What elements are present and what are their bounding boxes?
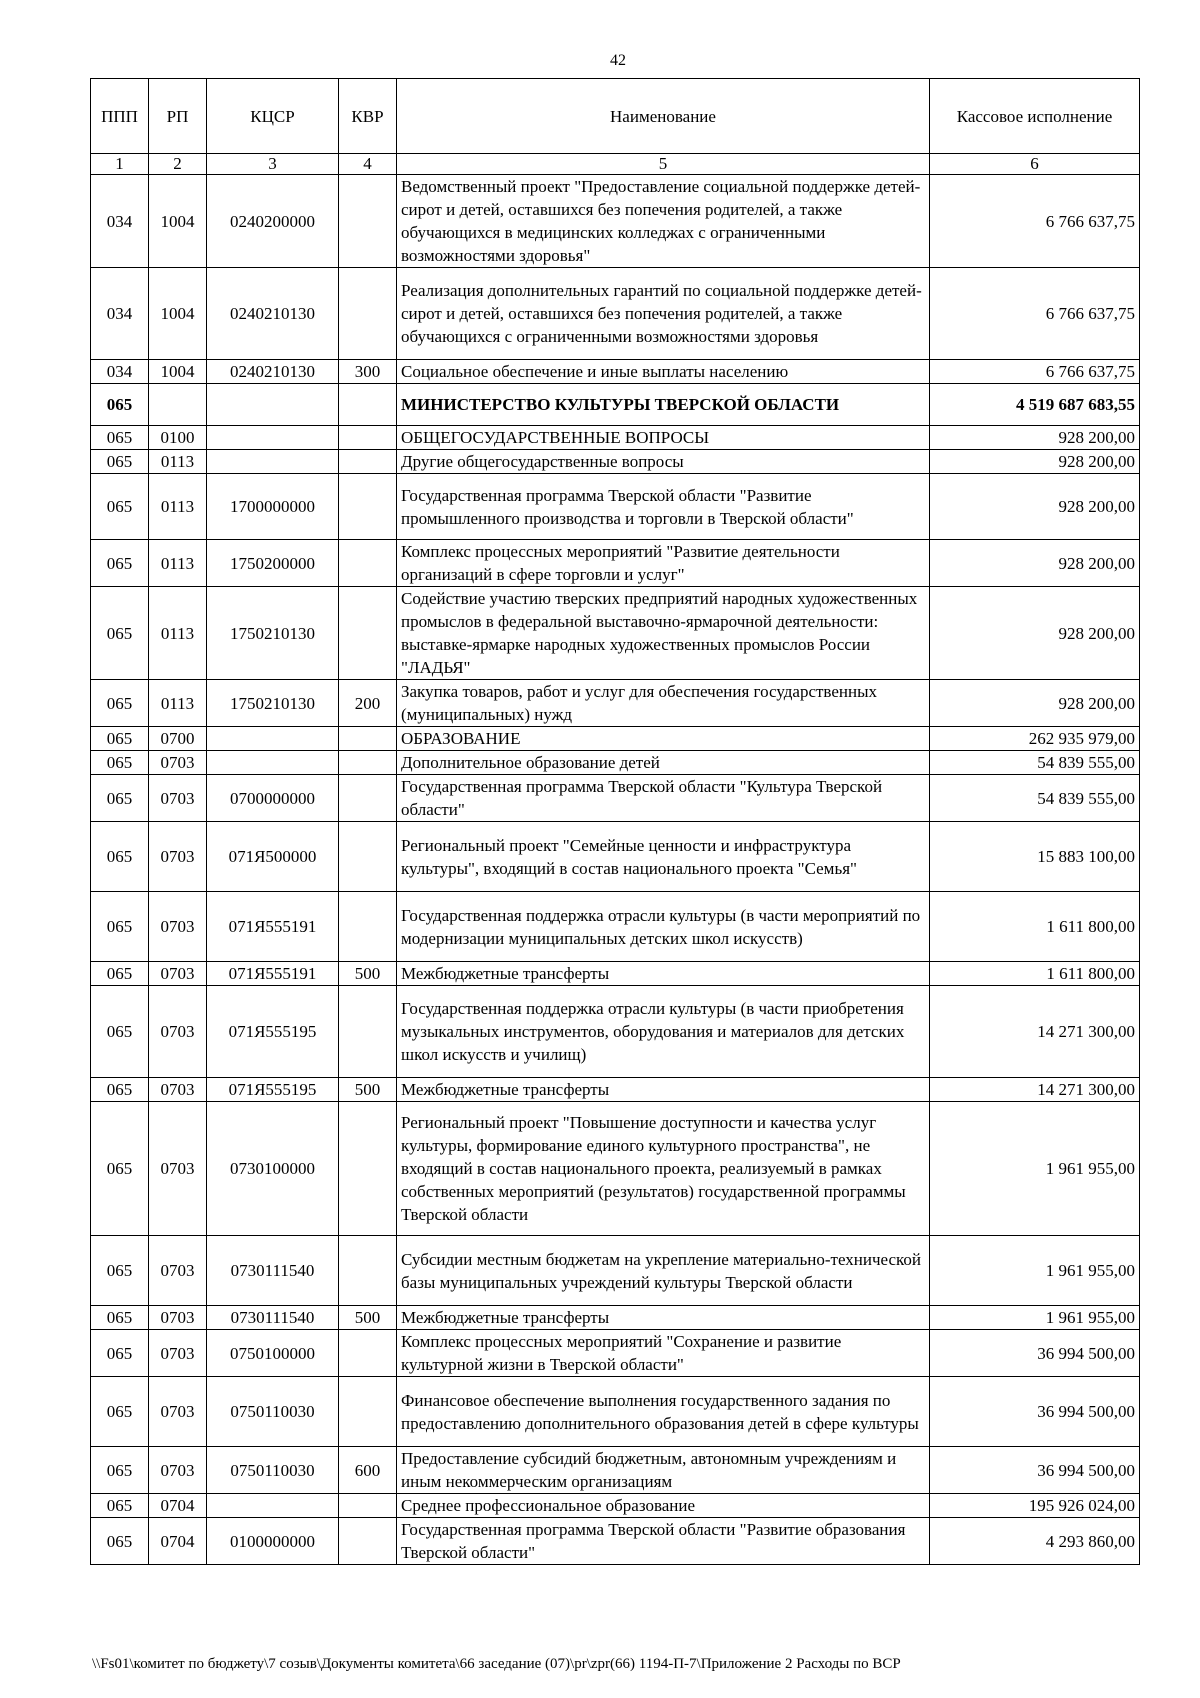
- cell-rp: 0704: [149, 1518, 207, 1565]
- cell-name: Межбюджетные трансферты: [397, 962, 930, 986]
- cell-rp: 0703: [149, 986, 207, 1078]
- cell-amount: 54 839 555,00: [930, 775, 1140, 822]
- cell-kcsr: 071Я500000: [207, 822, 339, 892]
- cell-ppp: 065: [91, 474, 149, 540]
- table-row: [91, 540, 1140, 587]
- table-row: [91, 1518, 1140, 1565]
- cell-ppp: 065: [91, 1330, 149, 1377]
- table-body: [91, 175, 1140, 1565]
- column-number: 5: [397, 154, 930, 175]
- table-row: [91, 727, 1140, 751]
- cell-amount: 36 994 500,00: [930, 1330, 1140, 1377]
- cell-kvr: [339, 587, 397, 680]
- cell-kcsr: 0240210130: [207, 360, 339, 384]
- cell-amount: 36 994 500,00: [930, 1377, 1140, 1447]
- cell-name: Предоставление субсидий бюджетным, автономным учреждениям и иным некоммерческим организациям: [397, 1447, 930, 1494]
- column-number: 4: [339, 154, 397, 175]
- column-number: 1: [91, 154, 149, 175]
- cell-kvr: [339, 1377, 397, 1447]
- cell-kcsr: 0730111540: [207, 1306, 339, 1330]
- cell-name: Региональный проект "Повышение доступности и качества услуг культуры, формирование единого культурного пространства", не входящий в состав национального проекта, реализуемый в рамках собственных мероприятий (результатов) государственной программы Тверской области: [397, 1102, 930, 1236]
- table-row: [91, 587, 1140, 680]
- table-row: [91, 1306, 1140, 1330]
- column-number: 6: [930, 154, 1140, 175]
- cell-kcsr: 0730111540: [207, 1236, 339, 1306]
- cell-name: Субсидии местным бюджетам на укрепление материально-технической базы муниципальных учреждений культуры Тверской области: [397, 1236, 930, 1306]
- file-path-footer: \\Fs01\комитет по бюджету\7 созыв\Документы комитета\66 заседание (07)\pr\zpr(66) 1194-П-7\Приложение 2 Расходы по ВСР: [92, 1656, 901, 1672]
- cell-name: Финансовое обеспечение выполнения государственного задания по предоставлению дополнительного образования детей в сфере культуры: [397, 1377, 930, 1447]
- cell-name: Государственная программа Тверской области "Культура Тверской области": [397, 775, 930, 822]
- table-row: [91, 822, 1140, 892]
- cell-amount: 1 611 800,00: [930, 892, 1140, 962]
- cell-name: Социальное обеспечение и иные выплаты населению: [397, 360, 930, 384]
- cell-kvr: [339, 1494, 397, 1518]
- cell-amount: 4 293 860,00: [930, 1518, 1140, 1565]
- header-amount: Кассовое исполнение: [930, 79, 1140, 154]
- table-row: [91, 360, 1140, 384]
- cell-amount: 928 200,00: [930, 426, 1140, 450]
- cell-amount: 4 519 687 683,55: [930, 384, 1140, 426]
- cell-name: Государственная поддержка отрасли культуры (в части мероприятий по модернизации муниципальных детских школ искусств): [397, 892, 930, 962]
- cell-rp: 0703: [149, 1330, 207, 1377]
- cell-ppp: 065: [91, 986, 149, 1078]
- cell-name: Межбюджетные трансферты: [397, 1078, 930, 1102]
- cell-kcsr: 0100000000: [207, 1518, 339, 1565]
- header-name: Наименование: [397, 79, 930, 154]
- cell-ppp: 065: [91, 1377, 149, 1447]
- cell-name: Реализация дополнительных гарантий по социальной поддержке детей-сирот и детей, оставшихся без попечения родителей, а также обучающихся с ограниченными возможностями здоровья: [397, 268, 930, 360]
- cell-amount: 6 766 637,75: [930, 175, 1140, 268]
- cell-rp: 0113: [149, 474, 207, 540]
- table-row: [91, 1447, 1140, 1494]
- cell-kcsr: [207, 450, 339, 474]
- cell-amount: 928 200,00: [930, 540, 1140, 587]
- cell-name: Закупка товаров, работ и услуг для обеспечения государственных (муниципальных) нужд: [397, 680, 930, 727]
- cell-kvr: [339, 450, 397, 474]
- cell-amount: 6 766 637,75: [930, 360, 1140, 384]
- cell-kvr: 300: [339, 360, 397, 384]
- cell-rp: 0704: [149, 1494, 207, 1518]
- cell-ppp: 034: [91, 360, 149, 384]
- cell-amount: 928 200,00: [930, 680, 1140, 727]
- cell-amount: 54 839 555,00: [930, 751, 1140, 775]
- cell-kvr: [339, 892, 397, 962]
- cell-ppp: 065: [91, 680, 149, 727]
- cell-ppp: 065: [91, 892, 149, 962]
- table-row: [91, 426, 1140, 450]
- header-rp: РП: [149, 79, 207, 154]
- cell-kvr: [339, 1518, 397, 1565]
- cell-kcsr: 1750200000: [207, 540, 339, 587]
- cell-ppp: 034: [91, 175, 149, 268]
- cell-kvr: [339, 474, 397, 540]
- cell-amount: 195 926 024,00: [930, 1494, 1140, 1518]
- cell-kvr: [339, 426, 397, 450]
- table-row: [91, 986, 1140, 1078]
- cell-ppp: 065: [91, 384, 149, 426]
- cell-kcsr: 1700000000: [207, 474, 339, 540]
- cell-kvr: [339, 727, 397, 751]
- cell-name: Ведомственный проект "Предоставление социальной поддержке детей-сирот и детей, оставшихся без попечения родителей, а также обучающихся в медицинских колледжах с ограниченными возможностями здоровья": [397, 175, 930, 268]
- table-row: [91, 680, 1140, 727]
- cell-rp: 0703: [149, 1306, 207, 1330]
- cell-kvr: [339, 268, 397, 360]
- cell-kcsr: 1750210130: [207, 587, 339, 680]
- cell-amount: 262 935 979,00: [930, 727, 1140, 751]
- cell-name: Государственная программа Тверской области "Развитие образования Тверской области": [397, 1518, 930, 1565]
- cell-rp: 0703: [149, 1236, 207, 1306]
- column-number-row: [91, 154, 1140, 175]
- cell-ppp: 034: [91, 268, 149, 360]
- table-row: [91, 268, 1140, 360]
- cell-ppp: 065: [91, 1236, 149, 1306]
- cell-amount: 1 611 800,00: [930, 962, 1140, 986]
- header-kcsr: КЦСР: [207, 79, 339, 154]
- cell-ppp: 065: [91, 1078, 149, 1102]
- table-row: [91, 1078, 1140, 1102]
- cell-kcsr: 0240200000: [207, 175, 339, 268]
- cell-kvr: 500: [339, 1078, 397, 1102]
- cell-name: МИНИСТЕРСТВО КУЛЬТУРЫ ТВЕРСКОЙ ОБЛАСТИ: [397, 384, 930, 426]
- cell-rp: 0703: [149, 962, 207, 986]
- table-row: [91, 1494, 1140, 1518]
- cell-name: Региональный проект "Семейные ценности и инфраструктура культуры", входящий в состав национального проекта "Семья": [397, 822, 930, 892]
- cell-kcsr: 071Я555191: [207, 962, 339, 986]
- table-row: [91, 1330, 1140, 1377]
- cell-kcsr: 0750110030: [207, 1377, 339, 1447]
- cell-kvr: [339, 1236, 397, 1306]
- cell-amount: 6 766 637,75: [930, 268, 1140, 360]
- budget-table: [90, 78, 1140, 1565]
- cell-rp: [149, 384, 207, 426]
- cell-name: Комплекс процессных мероприятий "Развитие деятельности организаций в сфере торговли и услуг": [397, 540, 930, 587]
- cell-rp: 0703: [149, 751, 207, 775]
- cell-kcsr: [207, 727, 339, 751]
- cell-ppp: 065: [91, 727, 149, 751]
- cell-kcsr: [207, 426, 339, 450]
- cell-amount: 1 961 955,00: [930, 1236, 1140, 1306]
- cell-rp: 1004: [149, 268, 207, 360]
- cell-name: Среднее профессиональное образование: [397, 1494, 930, 1518]
- cell-ppp: 065: [91, 1102, 149, 1236]
- cell-amount: 928 200,00: [930, 450, 1140, 474]
- header-kvr: КВР: [339, 79, 397, 154]
- cell-kvr: 500: [339, 962, 397, 986]
- cell-rp: 0700: [149, 727, 207, 751]
- table-row: [91, 1377, 1140, 1447]
- cell-ppp: 065: [91, 1518, 149, 1565]
- cell-kcsr: 071Я555191: [207, 892, 339, 962]
- cell-name: Государственная поддержка отрасли культуры (в части приобретения музыкальных инструментов, оборудования и материалов для детских школ искусств и училищ): [397, 986, 930, 1078]
- cell-kvr: [339, 1330, 397, 1377]
- table-row: [91, 384, 1140, 426]
- cell-kcsr: 0700000000: [207, 775, 339, 822]
- cell-ppp: 065: [91, 751, 149, 775]
- table-row: [91, 962, 1140, 986]
- cell-rp: 0113: [149, 680, 207, 727]
- table-row: [91, 175, 1140, 268]
- cell-kvr: 200: [339, 680, 397, 727]
- cell-amount: 928 200,00: [930, 587, 1140, 680]
- column-number: 2: [149, 154, 207, 175]
- cell-name: ОБРАЗОВАНИЕ: [397, 727, 930, 751]
- cell-amount: 14 271 300,00: [930, 986, 1140, 1078]
- cell-kcsr: 071Я555195: [207, 986, 339, 1078]
- table-row: [91, 775, 1140, 822]
- cell-kvr: [339, 540, 397, 587]
- cell-ppp: 065: [91, 540, 149, 587]
- cell-rp: 0113: [149, 587, 207, 680]
- cell-kvr: [339, 1102, 397, 1236]
- cell-name: Содействие участию тверских предприятий народных художественных промыслов в федеральной выставочно-ярмарочной деятельности: выставке-ярмарке народных художественных промыслов России "ЛАДЬЯ": [397, 587, 930, 680]
- cell-rp: 0703: [149, 1377, 207, 1447]
- page-number: 42: [610, 52, 626, 69]
- table-row: [91, 751, 1140, 775]
- table-row: [91, 1102, 1140, 1236]
- cell-rp: 0113: [149, 540, 207, 587]
- cell-amount: 1 961 955,00: [930, 1102, 1140, 1236]
- cell-kvr: [339, 384, 397, 426]
- cell-rp: 0703: [149, 1102, 207, 1236]
- table-row: [91, 892, 1140, 962]
- cell-kcsr: [207, 384, 339, 426]
- cell-rp: 1004: [149, 175, 207, 268]
- cell-ppp: 065: [91, 450, 149, 474]
- cell-kvr: [339, 822, 397, 892]
- cell-kvr: [339, 986, 397, 1078]
- cell-kvr: [339, 175, 397, 268]
- cell-name: Государственная программа Тверской области "Развитие промышленного производства и торговли в Тверской области": [397, 474, 930, 540]
- cell-kvr: [339, 775, 397, 822]
- cell-kcsr: [207, 1494, 339, 1518]
- cell-rp: 0703: [149, 822, 207, 892]
- cell-kcsr: 0750100000: [207, 1330, 339, 1377]
- cell-name: Межбюджетные трансферты: [397, 1306, 930, 1330]
- cell-kcsr: [207, 751, 339, 775]
- cell-rp: 1004: [149, 360, 207, 384]
- cell-kvr: [339, 751, 397, 775]
- cell-amount: 14 271 300,00: [930, 1078, 1140, 1102]
- cell-ppp: 065: [91, 1494, 149, 1518]
- cell-rp: 0100: [149, 426, 207, 450]
- cell-kcsr: 0240210130: [207, 268, 339, 360]
- cell-kcsr: 0750110030: [207, 1447, 339, 1494]
- cell-name: ОБЩЕГОСУДАРСТВЕННЫЕ ВОПРОСЫ: [397, 426, 930, 450]
- cell-ppp: 065: [91, 587, 149, 680]
- cell-amount: 36 994 500,00: [930, 1447, 1140, 1494]
- cell-name: Другие общегосударственные вопросы: [397, 450, 930, 474]
- cell-kcsr: 0730100000: [207, 1102, 339, 1236]
- cell-kvr: 500: [339, 1306, 397, 1330]
- cell-ppp: 065: [91, 1447, 149, 1494]
- cell-ppp: 065: [91, 822, 149, 892]
- header-ppp: ППП: [91, 79, 149, 154]
- cell-amount: 928 200,00: [930, 474, 1140, 540]
- cell-ppp: 065: [91, 426, 149, 450]
- table-row: [91, 474, 1140, 540]
- column-number: 3: [207, 154, 339, 175]
- cell-ppp: 065: [91, 962, 149, 986]
- cell-kcsr: 1750210130: [207, 680, 339, 727]
- cell-kcsr: 071Я555195: [207, 1078, 339, 1102]
- cell-rp: 0703: [149, 1447, 207, 1494]
- cell-rp: 0703: [149, 775, 207, 822]
- table-row: [91, 1236, 1140, 1306]
- cell-rp: 0703: [149, 1078, 207, 1102]
- cell-name: Дополнительное образование детей: [397, 751, 930, 775]
- table-row: [91, 450, 1140, 474]
- cell-ppp: 065: [91, 775, 149, 822]
- header-row: [91, 79, 1140, 154]
- cell-amount: 15 883 100,00: [930, 822, 1140, 892]
- cell-rp: 0703: [149, 892, 207, 962]
- cell-ppp: 065: [91, 1306, 149, 1330]
- cell-rp: 0113: [149, 450, 207, 474]
- cell-name: Комплекс процессных мероприятий "Сохранение и развитие культурной жизни в Тверской области": [397, 1330, 930, 1377]
- cell-amount: 1 961 955,00: [930, 1306, 1140, 1330]
- cell-kvr: 600: [339, 1447, 397, 1494]
